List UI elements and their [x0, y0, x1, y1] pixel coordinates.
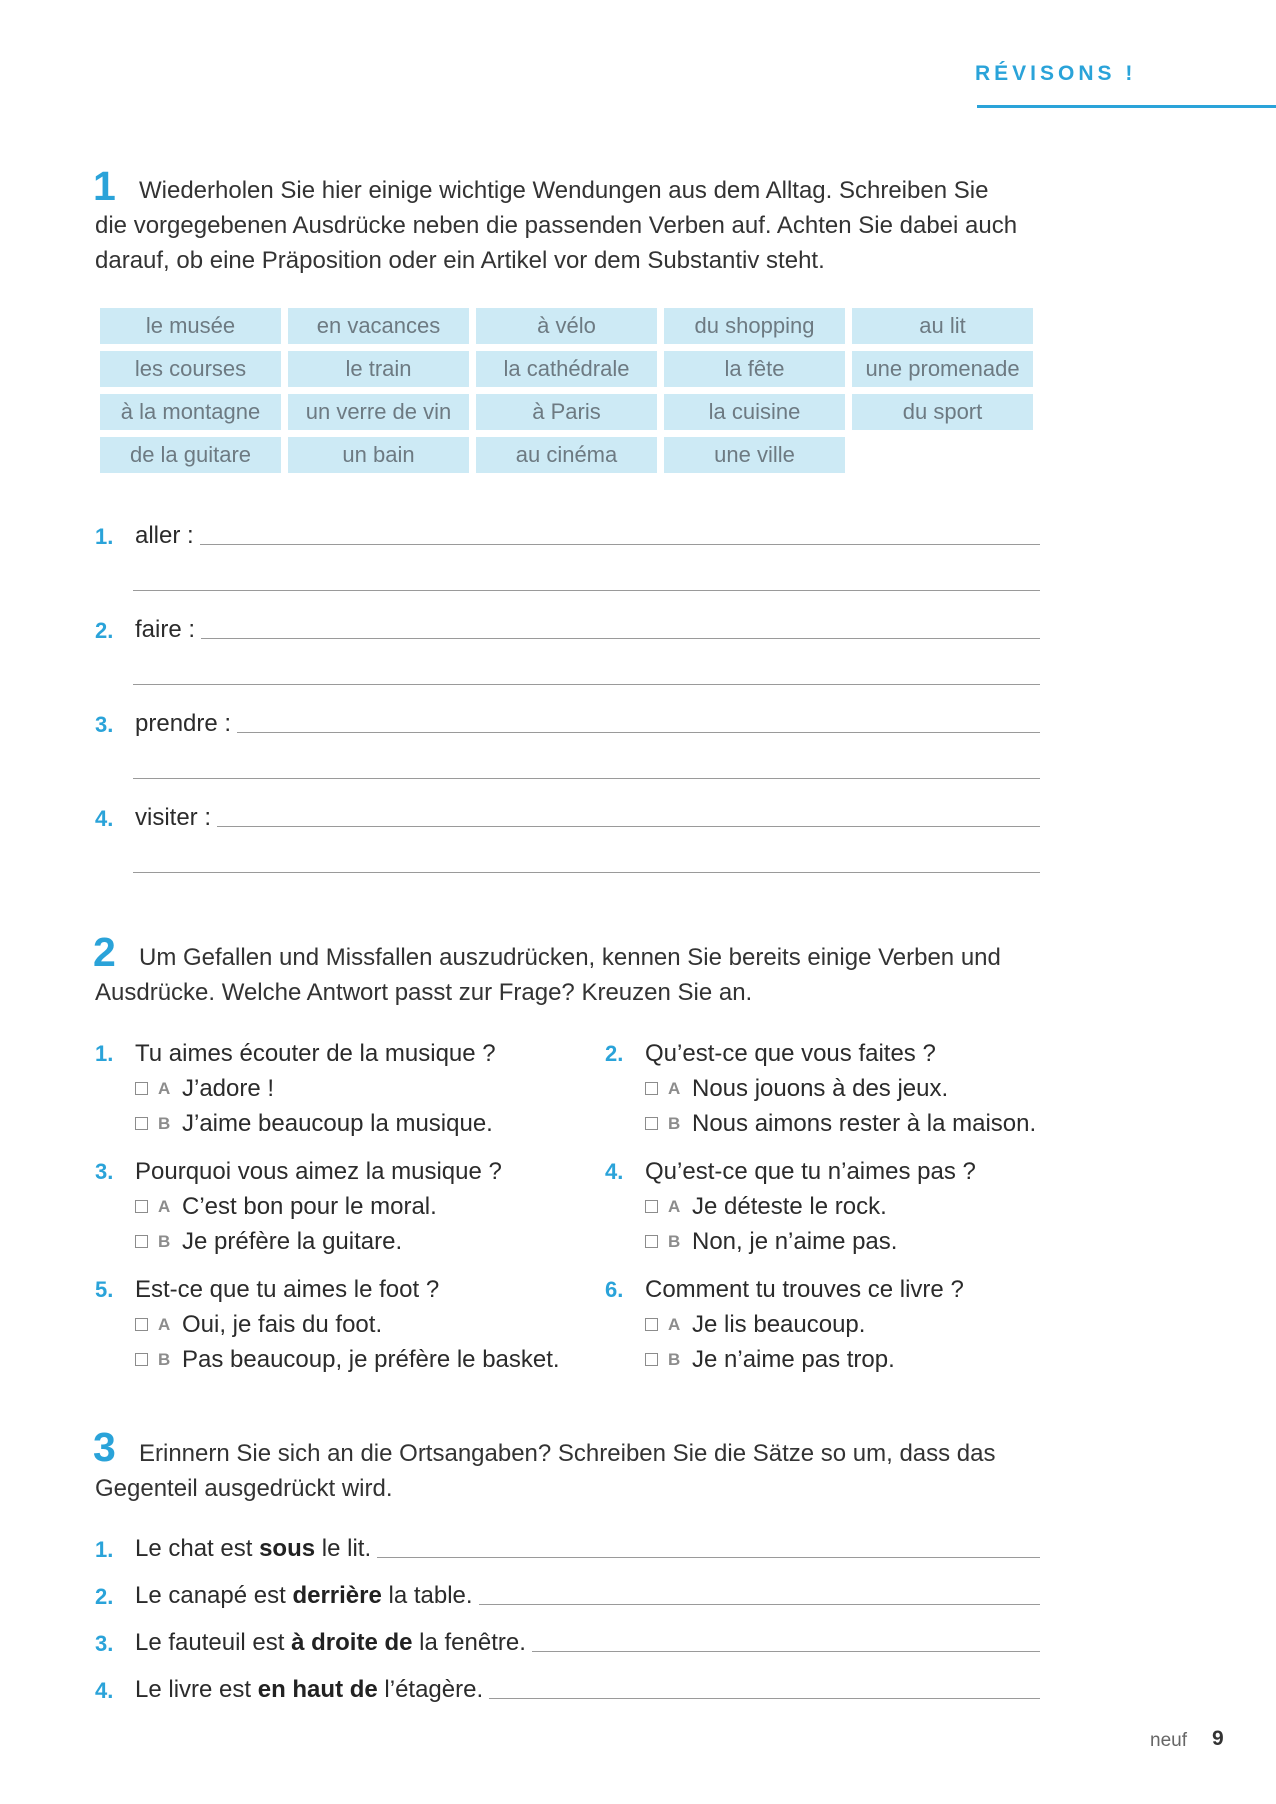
preposition: sous [259, 1535, 316, 1562]
sentence [135, 1676, 483, 1704]
exercise-1-number: 1 [93, 163, 116, 209]
answer-line[interactable] [237, 731, 1040, 733]
option-letter: A [158, 1197, 171, 1216]
option-letter: B [668, 1232, 681, 1251]
sentence-text: Le livre est [135, 1676, 258, 1703]
option-a[interactable] [95, 1189, 502, 1224]
option-b[interactable] [605, 1342, 964, 1377]
word-chip: au lit [852, 308, 1033, 344]
checkbox[interactable] [645, 1318, 658, 1331]
word-chip: à la montagne [100, 394, 281, 430]
verb-label: prendre : [135, 710, 232, 737]
checkbox[interactable] [135, 1318, 148, 1331]
option-a[interactable] [95, 1307, 560, 1342]
verb-label: faire : [135, 616, 196, 643]
question-number: 1. [95, 1041, 114, 1066]
option-b[interactable] [605, 1106, 1036, 1141]
word-chip: à Paris [476, 394, 657, 430]
option-text: Je déteste le rock. [692, 1193, 887, 1220]
option-b[interactable] [95, 1224, 502, 1259]
word-chip: le musée [100, 308, 281, 344]
option-letter: B [668, 1114, 681, 1133]
word-chip: un verre de vin [288, 394, 469, 430]
sentence-row [95, 1676, 1040, 1704]
checkbox[interactable] [645, 1235, 658, 1248]
verb-label: visiter : [135, 804, 212, 831]
word-chip: les courses [100, 351, 281, 387]
answer-line[interactable] [489, 1697, 1040, 1699]
preposition: derrière [292, 1582, 382, 1609]
word-chip: la cathédrale [476, 351, 657, 387]
word-chip: le train [288, 351, 469, 387]
sentence-text: l’étagère. [377, 1676, 484, 1703]
option-letter: B [668, 1350, 681, 1369]
sentence [135, 1582, 473, 1610]
answer-line[interactable] [201, 637, 1040, 639]
question [95, 1154, 502, 1259]
empty-chip [852, 437, 1033, 473]
option-a[interactable] [95, 1071, 496, 1106]
answer-line[interactable] [133, 872, 1040, 873]
answer-line[interactable] [532, 1650, 1040, 1652]
question-text: Qu’est-ce que tu n’aimes pas ? [645, 1158, 976, 1185]
page-number: 9 [1212, 1727, 1224, 1750]
question-text: Qu’est-ce que vous faites ? [645, 1040, 936, 1067]
item-number: 1. [95, 1537, 114, 1562]
option-text: Nous aimons rester à la maison. [692, 1110, 1037, 1137]
checkbox[interactable] [135, 1117, 148, 1130]
option-text: C’est bon pour le moral. [182, 1193, 437, 1220]
question [605, 1036, 1036, 1141]
exercise-2-number: 2 [93, 929, 116, 975]
section-title: RÉVISONS ! [975, 62, 1137, 85]
checkbox[interactable] [135, 1082, 148, 1095]
option-text: Non, je n’aime pas. [692, 1228, 898, 1255]
option-a[interactable] [605, 1189, 976, 1224]
instruction-line: darauf, ob eine Präposition oder ein Artikel vor dem Substantiv steht. [95, 247, 825, 274]
preposition: à droite de [291, 1629, 413, 1656]
sentence [135, 1535, 371, 1563]
answer-row [95, 710, 1040, 738]
sentence-row [95, 1535, 1040, 1563]
instruction-line: Ausdrücke. Welche Antwort passt zur Frage? Kreuzen Sie an. [95, 979, 753, 1006]
word-chip: du shopping [664, 308, 845, 344]
option-text: Oui, je fais du foot. [182, 1311, 383, 1338]
word-bank [100, 308, 1040, 473]
option-a[interactable] [605, 1071, 1036, 1106]
option-text: Nous jouons à des jeux. [692, 1075, 949, 1102]
item-number: 4. [95, 806, 114, 831]
instruction-line: Erinnern Sie sich an die Ortsangaben? Schreiben Sie die Sätze so um, dass das [139, 1440, 996, 1467]
question [605, 1154, 976, 1259]
option-b[interactable] [95, 1106, 496, 1141]
answer-line[interactable] [200, 543, 1040, 545]
option-letter: B [158, 1350, 171, 1369]
sentence-text: Le chat est [135, 1535, 260, 1562]
option-text: Je n’aime pas trop. [692, 1346, 895, 1373]
checkbox[interactable] [645, 1353, 658, 1366]
checkbox[interactable] [645, 1117, 658, 1130]
question-number: 2. [605, 1041, 624, 1066]
option-b[interactable] [605, 1224, 976, 1259]
item-number: 2. [95, 1584, 114, 1609]
question [95, 1272, 560, 1377]
option-letter: B [158, 1114, 171, 1133]
answer-row [95, 804, 1040, 832]
answer-line[interactable] [133, 590, 1040, 591]
verb-label: aller : [135, 522, 194, 549]
option-text: J’aime beaucoup la musique. [182, 1110, 493, 1137]
item-number: 4. [95, 1678, 114, 1703]
item-number: 3. [95, 712, 114, 737]
option-b[interactable] [95, 1342, 560, 1377]
question-text: Tu aimes écouter de la musique ? [135, 1040, 496, 1067]
answer-line[interactable] [133, 684, 1040, 685]
option-a[interactable] [605, 1307, 964, 1342]
instruction-line: Wiederholen Sie hier einige wichtige Wendungen aus dem Alltag. Schreiben Sie [139, 177, 989, 204]
item-number: 2. [95, 618, 114, 643]
item-number: 3. [95, 1631, 114, 1656]
answer-line[interactable] [217, 825, 1040, 827]
sentence [135, 1629, 526, 1657]
option-letter: A [668, 1315, 681, 1334]
question-number: 3. [95, 1159, 114, 1184]
word-chip: une ville [664, 437, 845, 473]
sentence-text: Le canapé est [135, 1582, 293, 1609]
sentence-text: le lit. [315, 1535, 372, 1562]
question-number: 6. [605, 1277, 624, 1302]
question-text: Pourquoi vous aimez la musique ? [135, 1158, 502, 1185]
word-chip: en vacances [288, 308, 469, 344]
word-chip: à vélo [476, 308, 657, 344]
sentence-text: Le fauteuil est [135, 1629, 292, 1656]
word-chip: de la guitare [100, 437, 281, 473]
word-chip: un bain [288, 437, 469, 473]
instruction-line: die vorgegebenen Ausdrücke neben die passenden Verben auf. Achten Sie dabei auch [95, 212, 1018, 239]
option-text: Je préfère la guitare. [182, 1228, 403, 1255]
option-text: J’adore ! [182, 1075, 275, 1102]
option-letter: A [668, 1197, 681, 1216]
answer-line[interactable] [377, 1556, 1040, 1558]
option-letter: A [158, 1079, 171, 1098]
answer-line[interactable] [479, 1603, 1040, 1605]
option-letter: A [158, 1315, 171, 1334]
question [605, 1272, 964, 1377]
exercise-1-instruction [95, 173, 1055, 278]
checkbox[interactable] [135, 1353, 148, 1366]
sentence-row [95, 1629, 1040, 1657]
question-text: Comment tu trouves ce livre ? [645, 1276, 964, 1303]
word-chip: une promenade [852, 351, 1033, 387]
question-number: 4. [605, 1159, 624, 1184]
option-letter: B [158, 1232, 171, 1251]
instruction-line: Um Gefallen und Missfallen auszudrücken, kennen Sie bereits einige Verben und [139, 944, 1001, 971]
exercise-3-number: 3 [93, 1424, 116, 1470]
preposition: en haut de [257, 1676, 378, 1703]
option-text: Pas beaucoup, je préfère le basket. [182, 1346, 560, 1373]
sentence-text: la table. [381, 1582, 473, 1609]
question-number: 5. [95, 1277, 114, 1302]
question [95, 1036, 496, 1141]
sentence-row [95, 1582, 1040, 1610]
checkbox[interactable] [645, 1200, 658, 1213]
answer-line[interactable] [133, 778, 1040, 779]
item-number: 1. [95, 524, 114, 549]
word-chip: au cinéma [476, 437, 657, 473]
word-chip: la fête [664, 351, 845, 387]
checkbox[interactable] [135, 1200, 148, 1213]
word-chip: la cuisine [664, 394, 845, 430]
sentence-text: la fenêtre. [412, 1629, 526, 1656]
word-chip: du sport [852, 394, 1033, 430]
checkbox[interactable] [645, 1082, 658, 1095]
exercise-2-instruction [95, 940, 1055, 1010]
option-letter: A [668, 1079, 681, 1098]
answer-row [95, 522, 1040, 550]
option-text: Je lis beaucoup. [692, 1311, 866, 1338]
instruction-line: Gegenteil ausgedrückt wird. [95, 1475, 393, 1502]
question-text: Est-ce que tu aimes le foot ? [135, 1276, 440, 1303]
page-number-word: neuf [1150, 1730, 1187, 1751]
checkbox[interactable] [135, 1235, 148, 1248]
exercise-3-instruction [95, 1436, 1055, 1506]
answer-row [95, 616, 1040, 644]
header-rule [977, 105, 1276, 108]
